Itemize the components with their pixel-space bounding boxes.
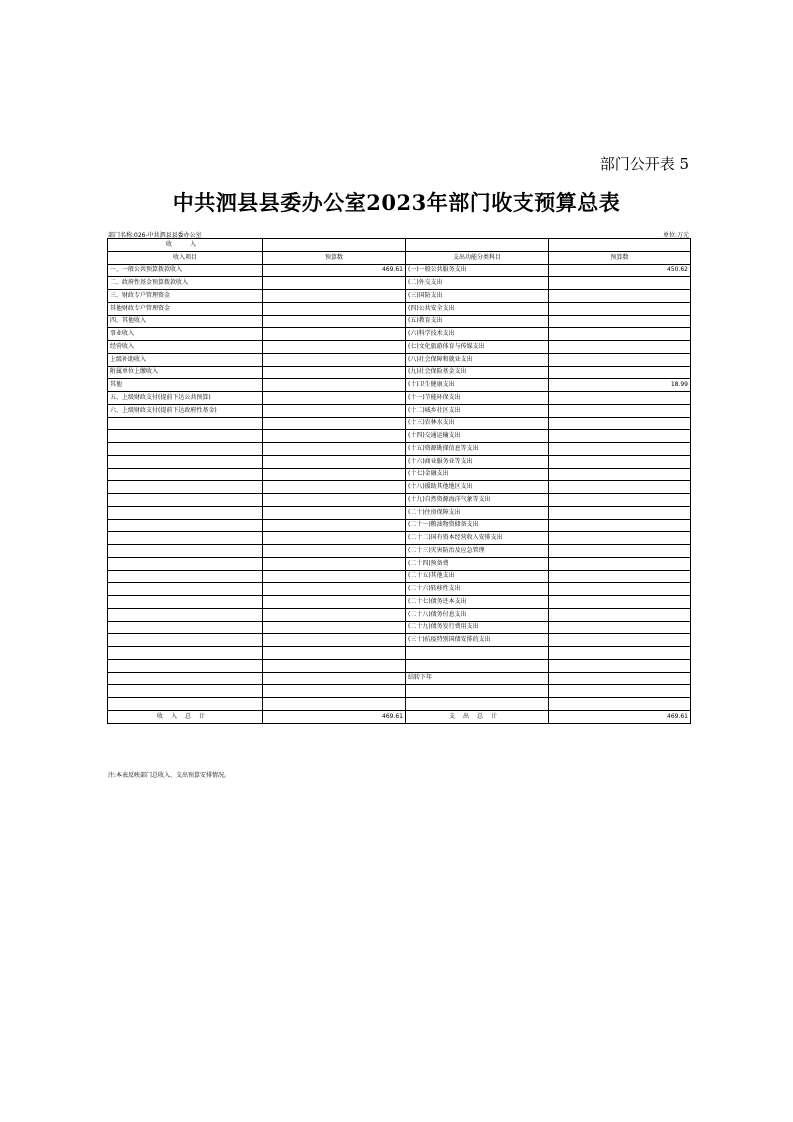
income-item-cell: 六、上级财政支付(提前下达政府性基金) <box>108 404 263 417</box>
expense-item-cell: (二十七)债务还本支出 <box>406 596 549 609</box>
income-amount-cell <box>263 379 406 392</box>
income-item-cell <box>108 494 263 507</box>
expense-amount-cell <box>549 341 691 354</box>
expense-amount-cell <box>549 659 691 672</box>
expense-item-cell: (二十四)预备费 <box>406 557 549 570</box>
income-amount-cell <box>263 596 406 609</box>
income-amount-cell <box>263 455 406 468</box>
table-row <box>108 685 691 698</box>
form-number: 部门公开表 5 <box>599 155 689 173</box>
expense-item-cell: (二十六)转移性支出 <box>406 583 549 596</box>
income-total-label: 收入总计 <box>108 710 263 723</box>
expense-amount-header: 预算数 <box>549 251 691 264</box>
table-row <box>108 417 691 430</box>
expense-amount-cell <box>549 302 691 315</box>
table-row <box>108 570 691 583</box>
income-amount-cell <box>263 634 406 647</box>
expense-item-header: 支出功能分类科目 <box>406 251 549 264</box>
income-item-cell <box>108 557 263 570</box>
income-amount-cell <box>263 430 406 443</box>
expense-amount-cell <box>549 468 691 481</box>
expense-item-cell: (十)卫生健康支出 <box>406 379 549 392</box>
expense-item-cell: (四)公共安全支出 <box>406 302 549 315</box>
footnote: 注:本表反映部门总收入、支出预算安排情况。 <box>108 772 231 779</box>
income-item-cell <box>108 672 263 685</box>
expense-amount-cell <box>549 672 691 685</box>
table-row <box>108 468 691 481</box>
expense-amount-cell <box>549 481 691 494</box>
income-amount-cell <box>263 277 406 290</box>
table-row <box>108 608 691 621</box>
header-blank-cell <box>406 239 549 252</box>
expense-amount-cell <box>549 455 691 468</box>
income-amount-header: 预算数 <box>263 251 406 264</box>
expense-amount-cell <box>549 519 691 532</box>
expense-amount-cell <box>549 557 691 570</box>
expense-amount-cell <box>549 366 691 379</box>
expense-item-cell: (十一)节能环保支出 <box>406 392 549 405</box>
income-item-cell <box>108 417 263 430</box>
income-item-cell: 经营收入 <box>108 341 263 354</box>
total-row <box>108 710 691 723</box>
table-row <box>108 519 691 532</box>
table-row <box>108 621 691 634</box>
income-amount-cell <box>263 532 406 545</box>
income-amount-cell <box>263 468 406 481</box>
expense-amount-cell <box>549 494 691 507</box>
income-item-cell: 上级补助收入 <box>108 353 263 366</box>
expense-item-cell: (八)社会保障和就业支出 <box>406 353 549 366</box>
table-row <box>108 264 691 277</box>
expense-amount-cell <box>549 315 691 328</box>
income-item-cell <box>108 443 263 456</box>
expense-item-cell: (五)教育支出 <box>406 315 549 328</box>
expense-amount-cell <box>549 430 691 443</box>
expense-total-amount: 469.61 <box>549 710 691 723</box>
expense-item-cell: (二十八)债务付息支出 <box>406 608 549 621</box>
expense-item-cell: (二十三)灾害防治及应急管理 <box>406 545 549 558</box>
income-item-cell: 四、其他收入 <box>108 315 263 328</box>
income-item-cell <box>108 570 263 583</box>
income-item-cell <box>108 634 263 647</box>
income-item-cell <box>108 481 263 494</box>
expense-item-cell: (十六)商业服务业等支出 <box>406 455 549 468</box>
income-item-cell <box>108 583 263 596</box>
income-amount-cell <box>263 302 406 315</box>
income-item-cell <box>108 621 263 634</box>
expense-amount-cell <box>549 647 691 660</box>
table-row <box>108 455 691 468</box>
income-group-header: 收 入 <box>108 239 263 252</box>
income-item-cell <box>108 532 263 545</box>
table-row <box>108 596 691 609</box>
budget-summary-table <box>107 238 691 724</box>
income-amount-cell <box>263 392 406 405</box>
income-amount-cell <box>263 608 406 621</box>
expense-amount-cell <box>549 328 691 341</box>
income-amount-cell <box>263 417 406 430</box>
expense-amount-cell <box>549 583 691 596</box>
income-amount-cell <box>263 685 406 698</box>
table-row <box>108 290 691 303</box>
header-row <box>108 251 691 264</box>
expense-amount-cell <box>549 545 691 558</box>
income-item-cell <box>108 647 263 660</box>
table-row <box>108 481 691 494</box>
table-row <box>108 532 691 545</box>
income-item-cell <box>108 545 263 558</box>
income-item-cell <box>108 506 263 519</box>
income-amount-cell: 469.61 <box>263 264 406 277</box>
expense-item-cell: (十二)城乡社区支出 <box>406 404 549 417</box>
expense-total-label: 支出总计 <box>406 710 549 723</box>
header-blank-cell <box>549 239 691 252</box>
income-amount-cell <box>263 621 406 634</box>
income-item-cell: 五、上级财政支付(提前下达公共预算) <box>108 392 263 405</box>
expense-item-cell: (十四)交通运输支出 <box>406 430 549 443</box>
expense-item-cell: (六)科学技术支出 <box>406 328 549 341</box>
table-row <box>108 647 691 660</box>
expense-amount-cell <box>549 353 691 366</box>
expense-amount-cell <box>549 506 691 519</box>
table-row <box>108 494 691 507</box>
expense-amount-cell <box>549 277 691 290</box>
income-amount-cell <box>263 698 406 711</box>
income-amount-cell <box>263 557 406 570</box>
income-item-cell: 一、一般公共预算拨款收入 <box>108 264 263 277</box>
table-row <box>108 277 691 290</box>
expense-item-cell: (一)一般公共服务支出 <box>406 264 549 277</box>
income-item-cell <box>108 430 263 443</box>
expense-amount-cell <box>549 698 691 711</box>
table-row <box>108 506 691 519</box>
income-item-cell <box>108 519 263 532</box>
expense-item-cell <box>406 647 549 660</box>
income-amount-cell <box>263 583 406 596</box>
income-amount-cell <box>263 519 406 532</box>
expense-item-cell: (二十五)其他支出 <box>406 570 549 583</box>
expense-item-cell: (十七)金融支出 <box>406 468 549 481</box>
expense-item-cell: (二)外交支出 <box>406 277 549 290</box>
income-amount-cell <box>263 341 406 354</box>
expense-amount-cell <box>549 404 691 417</box>
table-row <box>108 302 691 315</box>
income-amount-cell <box>263 672 406 685</box>
income-amount-cell <box>263 481 406 494</box>
income-total-amount: 469.61 <box>263 710 406 723</box>
table-row <box>108 328 691 341</box>
expense-amount-cell <box>549 443 691 456</box>
expense-item-cell: (二十一)粮油物资储备支出 <box>406 519 549 532</box>
table-row <box>108 583 691 596</box>
expense-item-cell <box>406 685 549 698</box>
table-row <box>108 443 691 456</box>
income-amount-cell <box>263 315 406 328</box>
expense-amount-cell <box>549 290 691 303</box>
income-item-cell <box>108 455 263 468</box>
income-amount-cell <box>263 290 406 303</box>
unit-label: 单位:万元 <box>662 232 689 239</box>
expense-amount-cell <box>549 596 691 609</box>
income-amount-cell <box>263 353 406 366</box>
expense-item-cell: (七)文化旅游体育与传媒支出 <box>406 341 549 354</box>
income-amount-cell <box>263 659 406 672</box>
expense-item-cell: (十五)资源勘探信息等支出 <box>406 443 549 456</box>
expense-item-cell: (三)国防支出 <box>406 290 549 303</box>
expense-amount-cell <box>549 570 691 583</box>
table-row <box>108 545 691 558</box>
income-item-cell: 三、财政专户管理资金 <box>108 290 263 303</box>
expense-amount-cell: 450.62 <box>549 264 691 277</box>
table-row <box>108 672 691 685</box>
income-amount-cell <box>263 570 406 583</box>
income-item-cell: 事业收入 <box>108 328 263 341</box>
table-row <box>108 379 691 392</box>
income-item-cell <box>108 685 263 698</box>
expense-item-cell: (九)社会保险基金支出 <box>406 366 549 379</box>
income-item-cell <box>108 596 263 609</box>
expense-amount-cell <box>549 532 691 545</box>
expense-amount-cell: 18.99 <box>549 379 691 392</box>
income-item-cell: 附属单位上缴收入 <box>108 366 263 379</box>
income-item-cell <box>108 698 263 711</box>
income-amount-cell <box>263 647 406 660</box>
table-row <box>108 315 691 328</box>
table-row <box>108 392 691 405</box>
table-row <box>108 353 691 366</box>
expense-item-cell <box>406 698 549 711</box>
table-row <box>108 557 691 570</box>
table-row <box>108 659 691 672</box>
income-amount-cell <box>263 443 406 456</box>
expense-item-cell <box>406 659 549 672</box>
expense-item-cell: 结转下年 <box>406 672 549 685</box>
table-row <box>108 366 691 379</box>
income-item-cell <box>108 608 263 621</box>
income-amount-cell <box>263 366 406 379</box>
expense-amount-cell <box>549 621 691 634</box>
table-row <box>108 430 691 443</box>
expense-amount-cell <box>549 417 691 430</box>
expense-amount-cell <box>549 392 691 405</box>
expense-amount-cell <box>549 608 691 621</box>
page-title: 中共泗县县委办公室2023年部门收支预算总表 <box>172 190 621 215</box>
income-item-cell: 其他 <box>108 379 263 392</box>
expense-amount-cell <box>549 634 691 647</box>
table-row <box>108 341 691 354</box>
header-group-row <box>108 239 691 252</box>
expense-item-cell: (十三)农林水支出 <box>406 417 549 430</box>
income-item-cell <box>108 659 263 672</box>
income-item-cell: 其他财政专户管理资金 <box>108 302 263 315</box>
table-row <box>108 634 691 647</box>
expense-item-cell: (十九)自然资源海洋气象等支出 <box>406 494 549 507</box>
expense-item-cell: (二十九)债务发行费用支出 <box>406 621 549 634</box>
table-row <box>108 698 691 711</box>
header-blank-cell <box>263 239 406 252</box>
income-amount-cell <box>263 545 406 558</box>
income-amount-cell <box>263 404 406 417</box>
income-item-header: 收入项目 <box>108 251 263 264</box>
expense-item-cell: (二十二)国有资本经营收入安排支出 <box>406 532 549 545</box>
income-amount-cell <box>263 506 406 519</box>
expense-item-cell: (三十)抗疫特别国债安排的支出 <box>406 634 549 647</box>
expense-item-cell: (十八)援助其他地区支出 <box>406 481 549 494</box>
income-item-cell: 二、政府性基金预算拨款收入 <box>108 277 263 290</box>
income-amount-cell <box>263 494 406 507</box>
income-amount-cell <box>263 328 406 341</box>
expense-item-cell: (二十)住房保障支出 <box>406 506 549 519</box>
table-row <box>108 404 691 417</box>
income-item-cell <box>108 468 263 481</box>
expense-amount-cell <box>549 685 691 698</box>
department-label: 部门名称:026-中共泗县县委办公室 <box>108 232 202 239</box>
